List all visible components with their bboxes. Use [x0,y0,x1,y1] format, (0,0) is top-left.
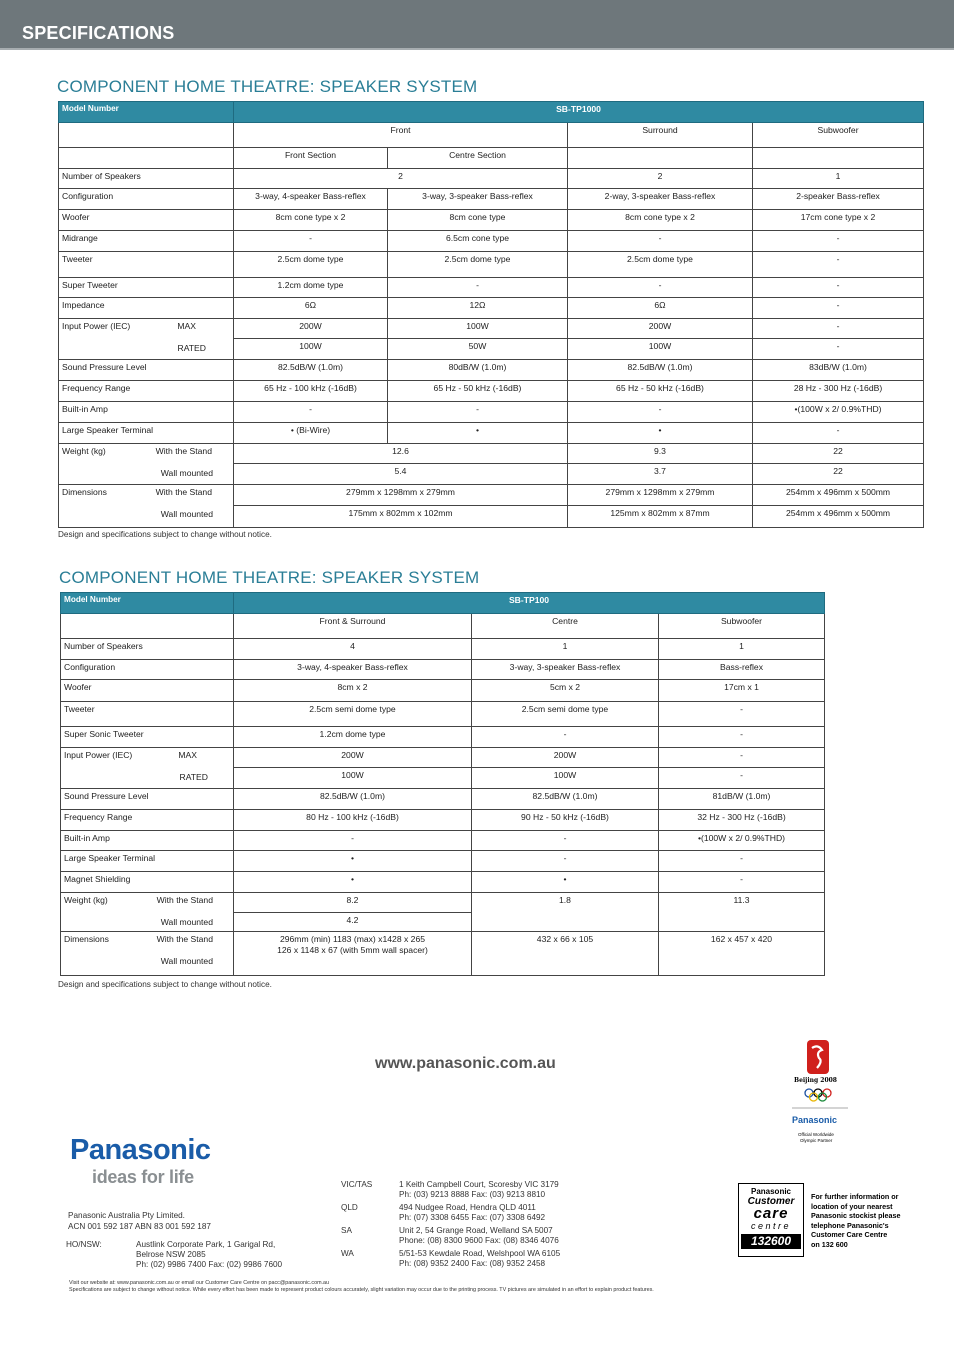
table-row: 4.2 [61,913,825,932]
table-row: Input Power (IEC) MAX RATED 200W 100W 200W - [59,319,924,339]
table-row: Midrange - 6.5cm cone type - - [59,231,924,252]
panasonic-logo: Panasonic [70,1134,211,1166]
model-number-label: Model Number [61,593,234,614]
table-row: Woofer 8cm cone type x 2 8cm cone type 8cm cone type x 2 17cm cone type x 2 [59,210,924,231]
col-centre: Centre [472,614,659,639]
table-row: 100W 100W - [61,768,825,789]
col-surround: Surround [568,123,753,148]
model-number-label: Model Number [59,102,234,123]
model-number: SB-TP100 [234,593,825,614]
table-row: Built-in Amp - - •(100W x 2/ 0.9%THD) [61,831,825,851]
table-row: Sound Pressure Level 82.5dB/W (1.0m) 80dB/W (1.0m) 82.5dB/W (1.0m) 83dB/W (1.0m) [59,360,924,381]
section1-note: Design and specifications subject to change without notice. [58,530,272,539]
table-row: 175mm x 802mm x 102mm 125mm x 802mm x 87mm 254mm x 496mm x 500mm [59,506,924,528]
col-subwoofer: Subwoofer [753,123,924,148]
table-row: 5.4 3.7 22 [59,464,924,485]
spec-table-sb-tp1000 [58,101,924,528]
table-row: Frequency Range 80 Hz - 100 kHz (-16dB) 90 Hz - 50 kHz (-16dB) 32 Hz - 300 Hz (-16dB) [61,810,825,831]
customer-care-info: For further information or location of your nearest Panasonic stockist please telephone Panasonic's Customer Care Centre on 132 600 [811,1192,901,1249]
table-row: Large Speaker Terminal • - - [61,851,825,872]
table-row: Input Power (IEC) MAX RATED 200W 200W - [61,748,825,768]
table-row: Configuration 3-way, 4-speaker Bass-reflex 3-way, 3-speaker Bass-reflex 2-way, 3-speaker Bass-reflex 2-speaker Bass-reflex [59,189,924,210]
table-row: Built-in Amp - - - •(100W x 2/ 0.9%THD) [59,402,924,423]
col-front-section: Front Section [234,148,388,169]
table-row: Number of Speakers 2 2 1 [59,169,924,189]
col-front-surround: Front & Surround [234,614,472,639]
table-row: Woofer 8cm x 2 5cm x 2 17cm x 1 [61,680,825,702]
table-row: Super Sonic Tweeter 1.2cm dome type - - [61,727,825,748]
slogan: ideas for life [92,1167,194,1187]
table-row: 100W 50W 100W - [59,339,924,360]
table-row: Tweeter 2.5cm dome type 2.5cm dome type 2.5cm dome type - [59,252,924,278]
table-row: Magnet Shielding • • - [61,872,825,893]
fine-print-disclaimer: Specifications are subject to change without notice. While every effort has been made to represent product colours accurately, slight variation may occur due to the printing process. TV pictures are simulated in an effort to explain product features. [69,1287,654,1293]
website-url[interactable]: www.panasonic.com.au [375,1055,556,1072]
table-row: Tweeter 2.5cm semi dome type 2.5cm semi dome type - [61,702,825,727]
table-row: Super Tweeter 1.2cm dome type - - - [59,278,924,298]
col-centre-section: Centre Section [388,148,568,169]
table-row: Frequency Range 65 Hz - 100 kHz (-16dB) 65 Hz - 50 kHz (-16dB) 65 Hz - 50 kHz (-16dB) 28 Hz - 300 Hz (-16dB) [59,381,924,402]
beijing-olympic-logo: Beijing 2008 Panasonic Official Worldwide Olympic Partner [790,1038,848,1150]
table-row: Weight (kg) With the Stand Wall mounted 12.6 9.3 22 [59,444,924,464]
table-row: Configuration 3-way, 4-speaker Bass-reflex 3-way, 3-speaker Bass-reflex Bass-reflex [61,660,825,680]
table-row: Sound Pressure Level 82.5dB/W (1.0m) 82.5dB/W (1.0m) 81dB/W (1.0m) [61,789,825,810]
model-number: SB-TP1000 [234,102,924,123]
table-row: Number of Speakers 4 1 1 [61,639,825,660]
section1-title: COMPONENT HOME THEATRE: SPEAKER SYSTEM [57,77,478,96]
spec-table-sb-tp100 [60,592,825,976]
table-row: Dimensions With the Stand Wall mounted 296mm (min) 1183 (max) x1428 x 265 126 x 1148 x 67 (with 5mm wall spacer) 432 x 66 x 105 162 x 457 x 420 [61,932,825,976]
col-subwoofer: Subwoofer [659,614,825,639]
page-title: SPECIFICATIONS [22,23,175,43]
table-row: Dimensions With the Stand Wall mounted 279mm x 1298mm x 279mm 279mm x 1298mm x 279mm 254mm x 496mm x 500mm [59,485,924,506]
customer-care-centre-badge: Panasonic Customer care centre 132600 [738,1183,804,1257]
header-bar [0,0,954,50]
table-row: Large Speaker Terminal • (Bi-Wire) • • - [59,423,924,444]
col-front: Front [234,123,568,148]
table-row: Weight (kg) With the Stand Wall mounted 8.2 1.8 11.3 [61,893,825,913]
fine-print-website: Visit our website at: www.panasonic.com.au or email our Customer Care Centre on pacc@panasonic.com.au [69,1280,330,1286]
table-row: Impedance 6Ω 12Ω 6Ω - [59,298,924,319]
section2-note: Design and specifications subject to change without notice. [58,980,272,989]
section2-title: COMPONENT HOME THEATRE: SPEAKER SYSTEM [59,568,480,587]
